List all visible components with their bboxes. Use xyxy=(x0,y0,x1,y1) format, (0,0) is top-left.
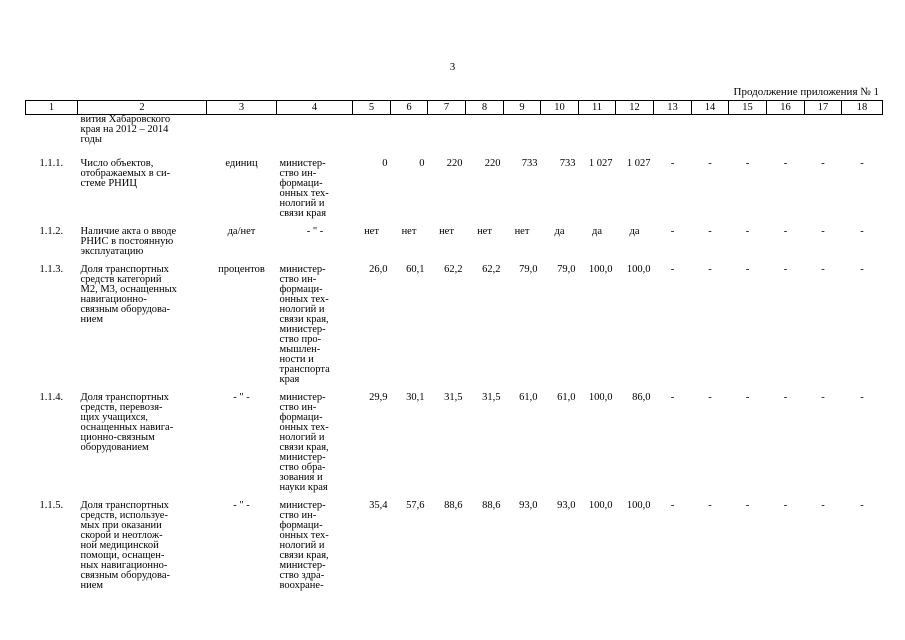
row-value-col-13: - xyxy=(670,500,675,511)
row-value-col-11: 100,0 xyxy=(588,264,613,275)
column-header-7: 7 xyxy=(428,101,466,115)
row-value-col-15: - xyxy=(745,158,750,169)
row-indicator-name: Число объектов, отображаемых в си- стеме РНИЦ xyxy=(80,158,171,189)
row-value-col-13: - xyxy=(670,392,675,403)
row-value-col-6: нет xyxy=(401,226,417,237)
row-value-col-8: 220 xyxy=(484,158,501,169)
row-value-col-5: нет xyxy=(364,226,379,237)
column-header-11: 11 xyxy=(579,101,616,115)
row-indicator-name: Наличие акта о вводе РНИС в постоянную эксплуатацию xyxy=(80,226,177,257)
row-executor: министер- ство ин- формаци- онных тех- нологий и связи края, министер- ство здра- воохране- xyxy=(279,500,329,591)
row-unit: процентов xyxy=(218,264,265,275)
row-executor: министер- ство ин- формаци- онных тех- нологий и связи края xyxy=(279,158,329,219)
column-header-2: 2 xyxy=(78,101,207,115)
row-value-col-15: - xyxy=(745,264,750,275)
row-value-col-9: 733 xyxy=(521,158,538,169)
row-value-col-8: 62,2 xyxy=(482,264,501,275)
row-value-col-15: - xyxy=(745,226,750,237)
row-value-col-14: - xyxy=(708,158,712,169)
row-value-col-14: - xyxy=(708,226,712,237)
table-row xyxy=(26,145,883,219)
row-value-col-17: - xyxy=(821,264,825,275)
row-value-col-8: 88,6 xyxy=(482,500,501,511)
column-header-1: 1 xyxy=(26,101,78,115)
row-value-col-18: - xyxy=(860,264,864,275)
row-code: 1.1.4. xyxy=(39,392,64,403)
row-value-col-11: 100,0 xyxy=(588,392,613,403)
table-row xyxy=(26,257,883,385)
page-number: 3 xyxy=(449,61,456,73)
row-value-col-10: 61,0 xyxy=(557,392,576,403)
column-header-12: 12 xyxy=(616,101,654,115)
table-row xyxy=(26,385,883,493)
row-unit: да/нет xyxy=(227,226,256,237)
row-value-col-14: - xyxy=(708,264,712,275)
row-value-col-6: 30,1 xyxy=(406,392,425,403)
table-row xyxy=(26,219,883,257)
row-value-col-15: - xyxy=(745,500,750,511)
row-indicator-name: Доля транспортных средств, используе- мых при оказании скорой и неотлож- ной медицинской помощи, оснащен- ных навигационно- связным оборудова- нием xyxy=(80,500,171,591)
row-executor: министер- ство ин- формаци- онных тех- нологий и связи края, министер- ство про- мышлен- ности и транспорта края xyxy=(279,264,330,385)
row-value-col-7: 31,5 xyxy=(444,392,463,403)
column-header-14: 14 xyxy=(692,101,729,115)
row-executor: министер- ство ин- формаци- онных тех- нологий и связи края, министер- ство обра- зования и науки края xyxy=(279,392,329,493)
row-indicator-name: Доля транспортных средств категорий М2, М3, оснащенных навигационно- связным оборудова- нием xyxy=(80,264,177,325)
column-header-9: 9 xyxy=(504,101,541,115)
row-value-col-16: - xyxy=(783,226,788,237)
row-code: 1.1.2. xyxy=(39,226,64,237)
row-value-col-12: 100,0 xyxy=(626,264,651,275)
column-header-5: 5 xyxy=(353,101,391,115)
row-code: 1.1.3. xyxy=(39,264,64,275)
row-value-col-7: 62,2 xyxy=(444,264,463,275)
header-row xyxy=(26,101,883,115)
continuation-row xyxy=(26,115,883,146)
column-header-15: 15 xyxy=(729,101,767,115)
row-value-col-9: нет xyxy=(514,226,530,237)
row-executor: - " - xyxy=(306,226,324,237)
row-value-col-18: - xyxy=(860,392,864,403)
row-value-col-8: 31,5 xyxy=(482,392,501,403)
continuation-label: Продолжение приложения № 1 xyxy=(733,86,879,98)
row-value-col-10: да xyxy=(554,226,565,237)
row-value-col-5: 35,4 xyxy=(369,500,388,511)
row-indicator-name: Доля транспортных средств, перевозя- щих учащихся, оснащенных навига- ционно-связным оборудованием xyxy=(80,392,174,453)
row-value-col-14: - xyxy=(708,392,712,403)
row-value-col-7: нет xyxy=(439,226,454,237)
row-value-col-5: 29,9 xyxy=(369,392,388,403)
column-header-3: 3 xyxy=(207,101,277,115)
column-header-6: 6 xyxy=(391,101,428,115)
column-header-10: 10 xyxy=(541,101,579,115)
column-header-4: 4 xyxy=(277,101,353,115)
row-value-col-9: 79,0 xyxy=(519,264,538,275)
row-value-col-11: да xyxy=(591,226,602,237)
row-value-col-18: - xyxy=(860,500,864,511)
row-value-col-10: 733 xyxy=(559,158,576,169)
continued-text: вития Хабаровского края на 2012 – 2014 годы xyxy=(80,114,171,145)
row-value-col-10: 79,0 xyxy=(557,264,576,275)
table-body xyxy=(26,115,883,592)
row-value-col-16: - xyxy=(783,500,788,511)
row-value-col-14: - xyxy=(708,500,712,511)
row-value-col-10: 93,0 xyxy=(557,500,576,511)
column-header-16: 16 xyxy=(767,101,805,115)
column-header-8: 8 xyxy=(466,101,504,115)
row-value-col-17: - xyxy=(821,500,825,511)
row-value-col-11: 100,0 xyxy=(588,500,613,511)
column-header-17: 17 xyxy=(805,101,842,115)
row-value-col-8: нет xyxy=(477,226,492,237)
row-value-col-12: 86,0 xyxy=(632,392,651,403)
row-unit: - " - xyxy=(233,500,250,511)
row-value-col-12: 1 027 xyxy=(626,158,651,169)
row-value-col-17: - xyxy=(821,158,825,169)
row-unit: единиц xyxy=(225,158,258,169)
row-value-col-15: - xyxy=(745,392,750,403)
row-value-col-16: - xyxy=(783,158,788,169)
row-value-col-5: 26,0 xyxy=(369,264,388,275)
table-row xyxy=(26,493,883,591)
row-value-col-17: - xyxy=(821,392,825,403)
row-code: 1.1.1. xyxy=(39,158,64,169)
row-value-col-6: 0 xyxy=(419,158,425,169)
row-value-col-9: 61,0 xyxy=(519,392,538,403)
row-value-col-11: 1 027 xyxy=(588,158,613,169)
row-value-col-13: - xyxy=(670,226,675,237)
row-value-col-7: 220 xyxy=(446,158,463,169)
row-value-col-13: - xyxy=(670,264,675,275)
row-value-col-18: - xyxy=(860,158,864,169)
row-value-col-17: - xyxy=(821,226,825,237)
row-value-col-12: 100,0 xyxy=(626,500,651,511)
row-value-col-16: - xyxy=(783,264,788,275)
row-value-col-7: 88,6 xyxy=(444,500,463,511)
indicators-table xyxy=(25,100,883,591)
row-value-col-18: - xyxy=(860,226,864,237)
row-code: 1.1.5. xyxy=(39,500,64,511)
row-value-col-13: - xyxy=(670,158,675,169)
row-value-col-12: да xyxy=(629,226,640,237)
column-header-18: 18 xyxy=(842,101,883,115)
row-value-col-5: 0 xyxy=(382,158,388,169)
row-value-col-6: 57,6 xyxy=(406,500,425,511)
column-header-13: 13 xyxy=(654,101,692,115)
row-value-col-16: - xyxy=(783,392,788,403)
row-value-col-9: 93,0 xyxy=(519,500,538,511)
row-value-col-6: 60,1 xyxy=(406,264,425,275)
row-unit: - " - xyxy=(233,392,250,403)
